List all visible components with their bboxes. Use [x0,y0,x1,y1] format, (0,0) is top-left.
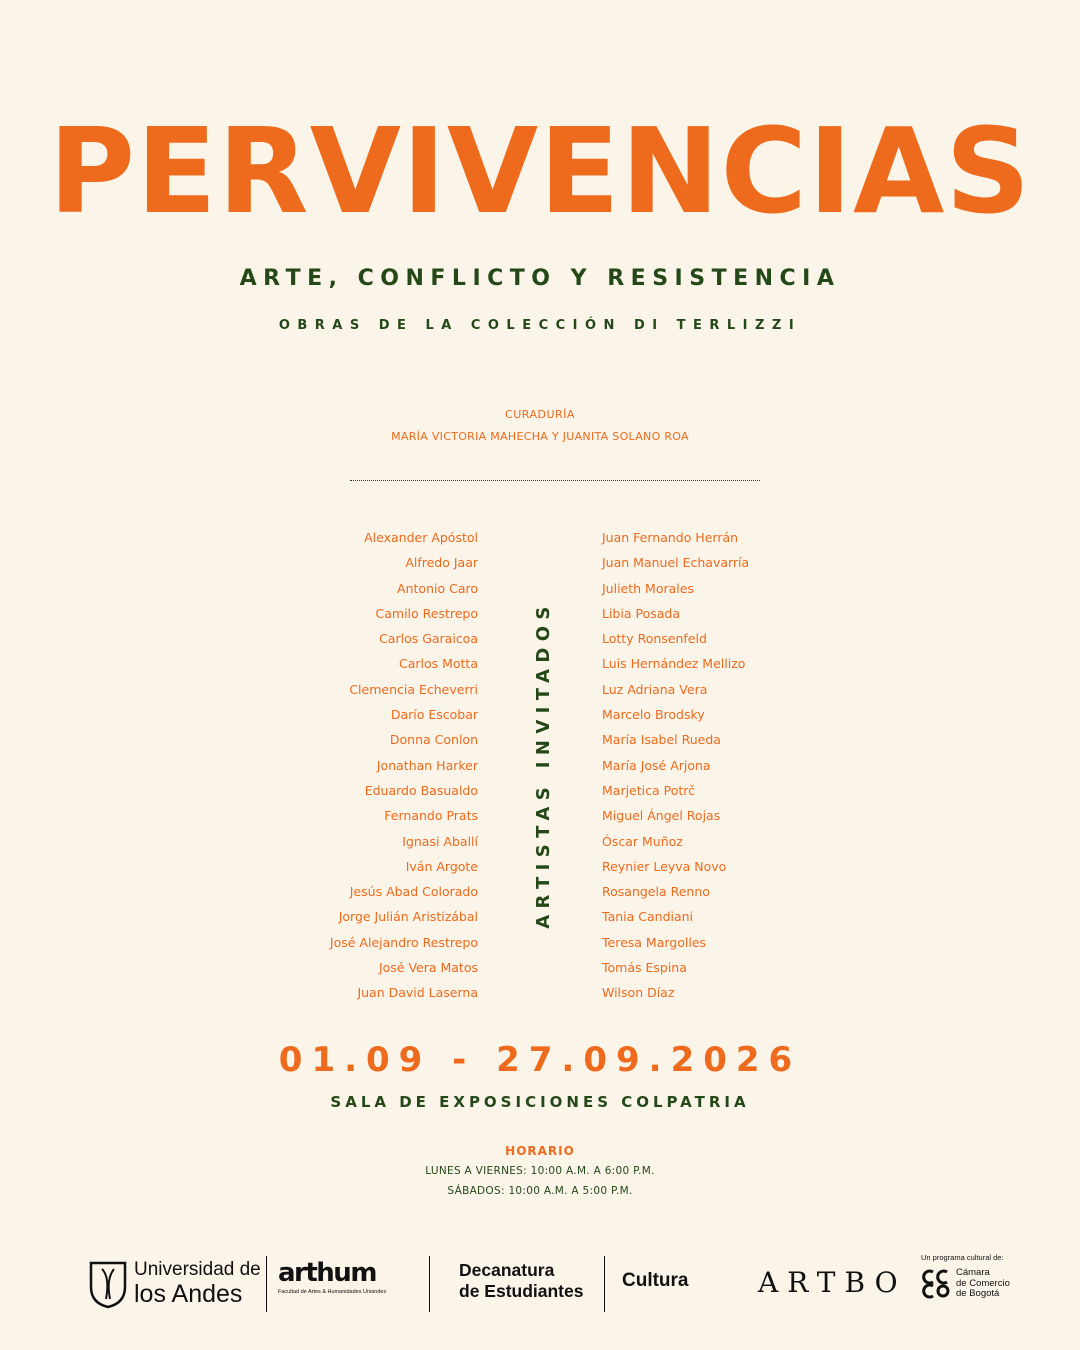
artist-name: Clemencia Echeverri [349,681,478,697]
ccb-line2: de Comercio [956,1277,1010,1289]
artist-name: Juan Manuel Echavarría [602,555,750,571]
artist-name: Antonio Caro [397,580,478,596]
dotted-divider [350,480,760,481]
ccb-logo-icon [921,1268,953,1300]
decanatura-logo [459,1260,583,1302]
footer-logos [0,1250,1080,1320]
exhibition-dates: 01.09 - 27.09.2026 [278,1040,802,1080]
artist-name: Carlos Motta [398,656,478,672]
artist-name: Carlos Garaicoa [379,631,478,647]
artist-name: Reynier Leyva Novo [602,858,727,874]
uniandes-line2: los Andes [134,1280,243,1308]
artist-name: Ignasi Aballí [402,833,478,849]
artist-name: Jesús Abad Colorado [349,884,478,900]
curaduria-label: CURADURÍA [505,408,575,421]
artist-name: Julieth Morales [602,580,694,596]
curaduria-names: MARÍA VICTORIA MAHECHA Y JUANITA SOLANO ROA [391,430,689,443]
artist-name: Wilson Díaz [602,985,675,1001]
artists-right-column [602,528,842,1009]
artist-name: Tomás Espina [602,960,687,976]
artist-name: Darío Escobar [390,707,478,723]
artist-name: Alfredo Jaar [405,555,478,571]
artist-name: María José Arjona [602,757,711,773]
ccb-line1: Cámara [956,1267,990,1278]
horario-weekdays: LUNES A VIERNES: 10:00 A.M. A 6:00 P.M. [425,1165,655,1177]
artbo-logo: ARTBO [758,1266,907,1299]
artist-name: Iván Argote [405,858,478,874]
exhibition-title: PERVIVENCIAS [48,102,1032,240]
artist-name: Juan Fernando Herrán [602,530,739,545]
artists-left-column [250,528,478,1009]
uniandes-logo [88,1256,261,1312]
artist-name: Óscar Muñoz [602,833,683,849]
horario-label: HORARIO [505,1144,575,1158]
artist-name: José Vera Matos [378,960,478,976]
footer-divider [266,1256,267,1312]
artists-heading-vertical [530,599,556,929]
artist-name: Tania Candiani [602,909,694,925]
ccb-name [956,1268,1010,1300]
horario-saturday: SÁBADOS: 10:00 A.M. A 5:00 P.M. [447,1185,633,1197]
footer-divider [604,1256,605,1312]
arthum-wordmark: arthum [278,1258,376,1288]
uniandes-line1: Universidad de [134,1259,261,1280]
venue: SALA DE EXPOSICIONES COLPATRIA [330,1093,750,1111]
artist-name: José Alejandro Restrepo [329,934,478,950]
cultura-logo: Cultura [622,1270,689,1291]
artists-heading: ARTISTAS INVITADOS [532,599,554,929]
collection-line: OBRAS DE LA COLECCIÓN DI TERLIZZI [278,318,802,333]
artist-name: Lotty Ronsenfeld [602,631,707,647]
artist-name: Camilo Restrepo [375,605,478,621]
arthum-logo [278,1260,418,1295]
artist-name: Miguel Ángel Rojas [602,808,721,824]
artist-name: Donna Conlon [389,732,478,748]
artist-name: Fernando Prats [384,808,478,824]
artist-name: Jonathan Harker [376,757,478,773]
artist-name: Juan David Laserna [357,985,478,1001]
artist-name: Marcelo Brodsky [602,707,705,723]
artist-name: Rosangela Renno [602,884,710,900]
decanatura-line2: de Estudiantes [459,1281,584,1301]
artist-name: Alexander Apóstol [364,530,478,545]
artist-name: Marjetica Potrč [602,782,696,798]
arthum-subtitle: Facultad de Artes & Humanidades Uniandes [278,1289,387,1295]
artist-name: Jorge Julián Aristizábal [338,909,478,925]
artist-name: Libia Posada [602,605,680,621]
decanatura-line1: Decanatura [459,1260,555,1280]
footer-divider [429,1256,430,1312]
exhibition-subtitle: ARTE, CONFLICTO Y RESISTENCIA [239,266,841,291]
uniandes-shield-icon [88,1259,128,1309]
artist-name: Luis Hernández Mellizo [602,656,746,672]
ccb-tagline: Un programa cultural de: [921,1253,1004,1262]
artist-name: María Isabel Rueda [602,732,721,748]
artist-name: Luz Adriana Vera [602,681,708,697]
artist-name: Eduardo Basualdo [364,782,478,798]
artist-name: Teresa Margolles [602,934,706,950]
ccb-line3: de Bogotá [956,1288,1000,1299]
